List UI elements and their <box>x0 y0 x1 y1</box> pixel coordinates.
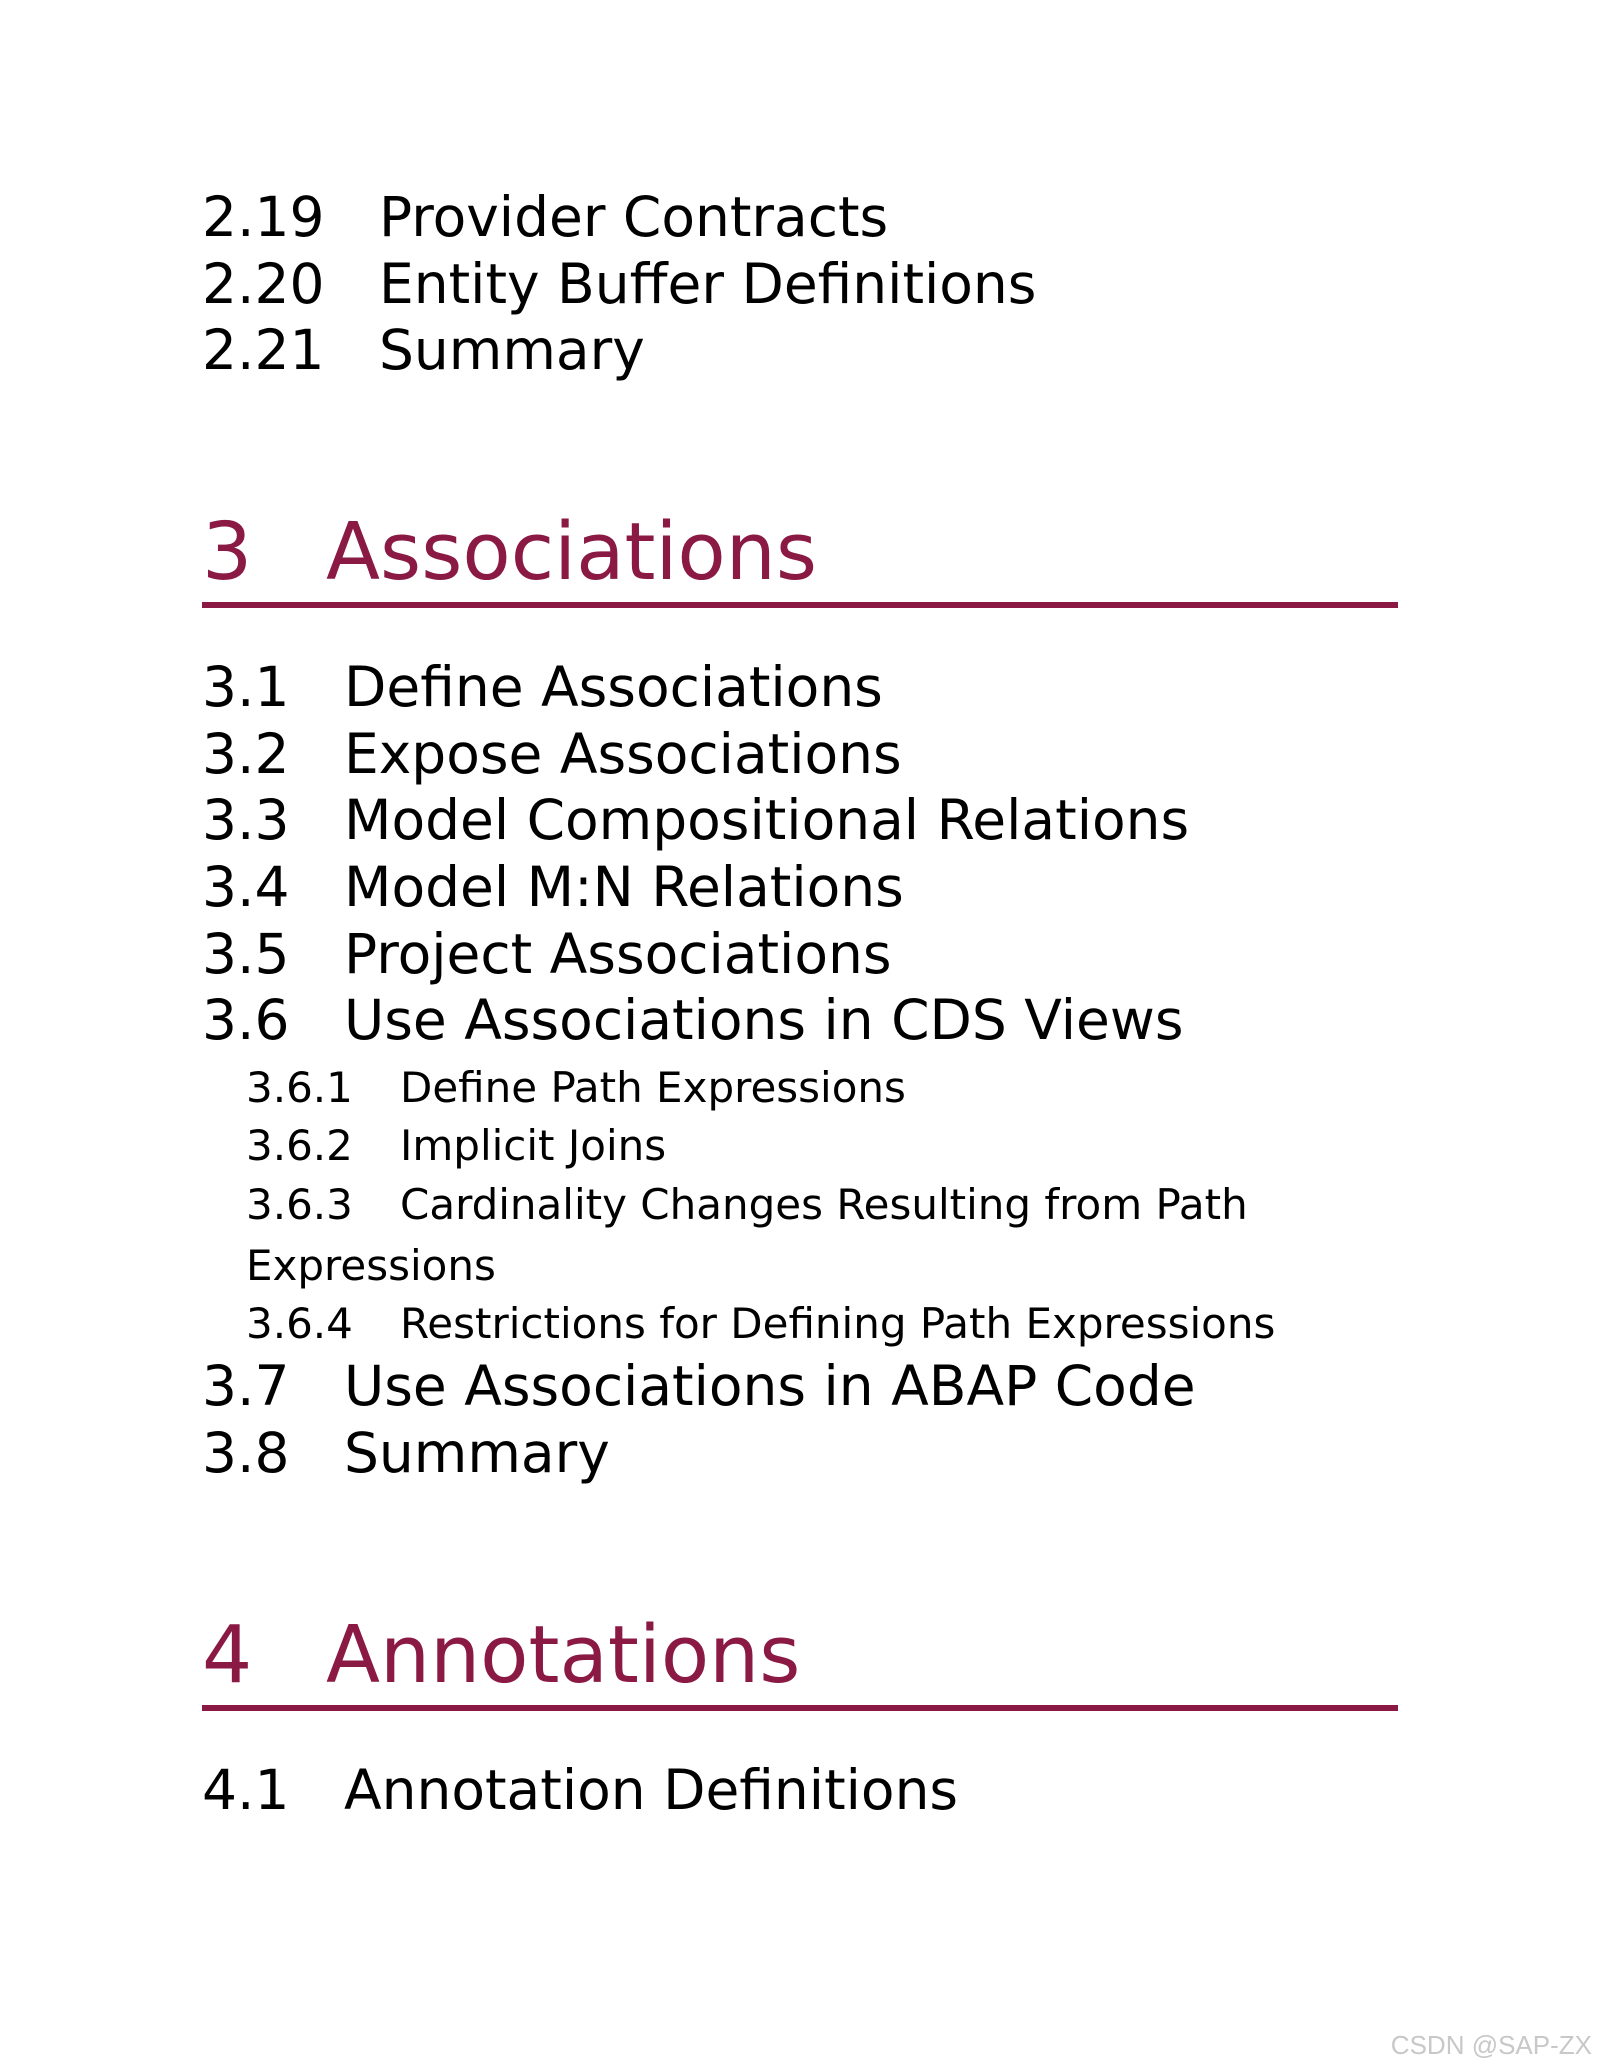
toc-entry-3-7[interactable] <box>202 1354 1196 1418</box>
toc-entry-number: 2.21 <box>202 318 325 382</box>
toc-entry-title: Use Associations in ABAP Code <box>344 1354 1196 1418</box>
toc-entry-number: 2.19 <box>202 185 325 249</box>
toc-entry-number: 3.1 <box>202 655 290 719</box>
chapter-number: 3 <box>202 506 253 598</box>
toc-entry-2-19[interactable] <box>202 185 889 249</box>
toc-subentry-3-6-3[interactable] <box>246 1180 1248 1229</box>
toc-entry-3-5[interactable] <box>202 922 892 986</box>
toc-entry-number: 2.20 <box>202 252 325 316</box>
toc-entry-number: 3.7 <box>202 1354 290 1418</box>
chapter-title: Annotations <box>326 1609 801 1701</box>
toc-entry-number: 3.3 <box>202 788 290 852</box>
toc-entry-title: Expose Associations <box>344 722 902 786</box>
toc-entry-title: Cardinality Changes Resulting from Path <box>400 1180 1248 1229</box>
toc-entry-3-8[interactable] <box>202 1421 610 1485</box>
toc-entry-number: 3.6.2 <box>246 1121 353 1170</box>
toc-entry-title: Entity Buffer Definitions <box>379 252 1037 316</box>
toc-entry-title: Use Associations in CDS Views <box>344 988 1184 1052</box>
toc-entry-title: Summary <box>379 318 645 382</box>
toc-entry-3-1[interactable] <box>202 655 883 719</box>
watermark: CSDN @SAP-ZX <box>1390 2030 1592 2060</box>
chapter-number: 4 <box>202 1609 253 1701</box>
toc-entry-3-4[interactable] <box>202 855 904 919</box>
toc-entry-number: 3.6 <box>202 988 290 1052</box>
toc-entry-title: Define Associations <box>344 655 883 719</box>
toc-entry-number: 3.5 <box>202 922 290 986</box>
toc-entry-4-1[interactable] <box>202 1758 959 1822</box>
toc-entry-title: Provider Contracts <box>379 185 889 249</box>
toc-entry-number: 3.6.3 <box>246 1180 353 1229</box>
chapter-heading-3[interactable] <box>202 506 1398 608</box>
toc-entry-number: 4.1 <box>202 1758 290 1822</box>
toc-entry-title: Define Path Expressions <box>400 1063 906 1112</box>
toc-entry-2-21[interactable] <box>202 318 645 382</box>
toc-subentry-3-6-2[interactable] <box>246 1121 667 1170</box>
chapter-title: Associations <box>326 506 817 598</box>
toc-entry-number: 3.8 <box>202 1421 290 1485</box>
toc-entry-title: Restrictions for Defining Path Expressions <box>400 1299 1276 1348</box>
toc-entry-title: Summary <box>344 1421 610 1485</box>
toc-entry-number: 3.4 <box>202 855 290 919</box>
toc-entry-3-2[interactable] <box>202 722 902 786</box>
toc-subentry-3-6-4[interactable] <box>246 1299 1276 1348</box>
toc-subentry-3-6-1[interactable] <box>246 1063 906 1112</box>
toc-entry-2-20[interactable] <box>202 252 1037 316</box>
toc-entry-title: Annotation Definitions <box>344 1758 959 1822</box>
toc-entry-3-3[interactable] <box>202 788 1190 852</box>
toc-entry-number: 3.6.4 <box>246 1299 353 1348</box>
toc-entry-title: Model M:N Relations <box>344 855 904 919</box>
chapter-heading-4[interactable] <box>202 1609 1398 1711</box>
toc-subentry-continuation[interactable]: Expressions <box>246 1241 496 1290</box>
toc-entry-number: 3.6.1 <box>246 1063 353 1112</box>
toc-entry-title: Implicit Joins <box>400 1121 667 1170</box>
toc-entry-3-6[interactable] <box>202 988 1184 1052</box>
toc-entry-number: 3.2 <box>202 722 290 786</box>
toc-entry-title: Model Compositional Relations <box>344 788 1190 852</box>
toc-entry-title: Project Associations <box>344 922 892 986</box>
